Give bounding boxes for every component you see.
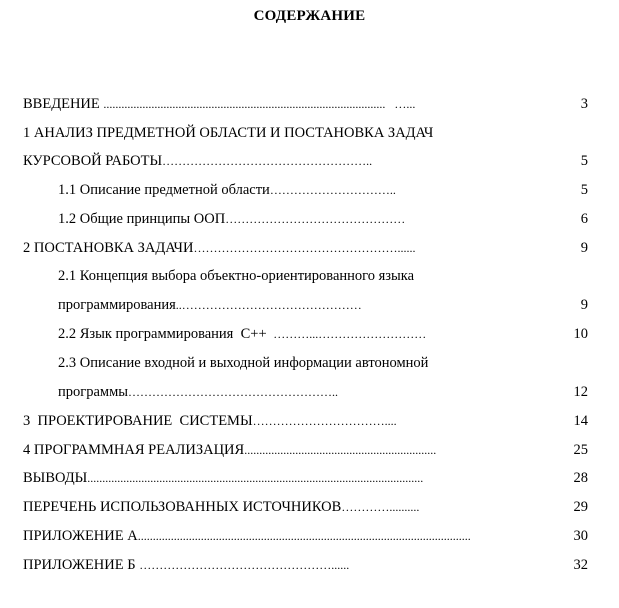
toc-entry-section-2-2[interactable] — [58, 323, 556, 345]
toc-leader-dots: …………………………….... — [252, 414, 397, 428]
toc-entry-section-2-1[interactable] — [58, 294, 556, 316]
toc-entry-appendix-a[interactable] — [23, 525, 552, 547]
toc-entry-label: ПРИЛОЖЕНИЕ Б — [23, 557, 140, 573]
toc-leader-dots: ………...……………………… — [270, 327, 427, 341]
toc-entry-label: 2 ПОСТАНОВКА ЗАДАЧИ — [23, 240, 194, 256]
toc-page-number: 6 — [580, 211, 588, 227]
toc-entry-section-1-2[interactable] — [58, 208, 558, 230]
toc-page-number: 28 — [573, 470, 588, 486]
toc-leader-dots: .............................................................................................. …... — [103, 97, 416, 111]
toc-entry-label: программирования — [58, 297, 176, 313]
toc-entry-section-1-1[interactable] — [58, 179, 558, 201]
toc-entry-label: ПЕРЕЧЕНЬ ИСПОЛЬЗОВАННЫХ ИСТОЧНИКОВ — [23, 499, 342, 515]
page-title: СОДЕРЖАНИЕ — [253, 8, 366, 24]
toc-entry-label: ПРИЛОЖЕНИЕ А — [23, 528, 138, 544]
toc-page-number: 30 — [573, 528, 588, 544]
toc-leader-dots: ................................................................ — [244, 443, 437, 457]
toc-leader-dots: ……………………………………… — [225, 212, 406, 226]
toc-leader-dots: ……………………………………………...... — [193, 241, 416, 255]
toc-entry-section-1[interactable] — [23, 150, 558, 172]
toc-page-number: 12 — [573, 384, 588, 400]
toc-page-number: 32 — [573, 557, 588, 573]
toc-entry-conclusions[interactable] — [23, 467, 556, 489]
toc-page-number: 5 — [580, 182, 588, 198]
toc-entry-label: 4 ПРОГРАММНАЯ РЕАЛИЗАЦИЯ — [23, 442, 245, 458]
toc-leader-dots: …………………………………………...... — [139, 558, 350, 572]
toc-page-number: 10 — [573, 326, 588, 342]
toc-entry-references[interactable] — [23, 496, 552, 518]
toc-page-number: 25 — [573, 442, 588, 458]
toc-entry-section-2-3[interactable] — [58, 381, 556, 403]
toc-page-number: 9 — [580, 240, 588, 256]
toc-leader-dots: ………….......... — [341, 500, 420, 514]
toc-entry-label: 1.2 Общие принципы ООП — [58, 211, 226, 227]
toc-entry-section-2-1-title[interactable]: 2.1 Концепция выбора объектно-ориентированного языка — [58, 268, 415, 284]
toc-entry-section-2-3-title[interactable]: 2.3 Описание входной и выходной информации автономной — [58, 355, 429, 371]
toc-page-number: 9 — [580, 297, 588, 313]
toc-entry-label: программы — [58, 384, 128, 400]
toc-entry-section-2[interactable] — [23, 237, 550, 259]
toc-entry-label: ВЫВОДЫ — [23, 470, 88, 486]
toc-entry-section-4[interactable] — [23, 439, 556, 461]
toc-entry-appendix-b[interactable] — [23, 554, 552, 576]
toc-entry-label: ВВЕДЕНИЕ — [23, 96, 104, 112]
toc-entry-label: 3 ПРОЕКТИРОВАНИЕ СИСТЕМЫ — [23, 413, 253, 429]
toc-entry-label: 1.1 Описание предметной области — [58, 182, 270, 198]
toc-leader-dots: …………………………………………….. — [128, 385, 338, 399]
toc-entry-section-1-title[interactable]: 1 АНАЛИЗ ПРЕДМЕТНОЙ ОБЛАСТИ И ПОСТАНОВКА ЗАДАЧ — [23, 125, 434, 141]
toc-entry-label: 2.2 Язык программирования С++ — [58, 326, 271, 342]
toc-leader-dots: ............................................................................................................... — [137, 529, 471, 543]
toc-leader-dots: ………………………….. — [269, 183, 396, 197]
toc-leader-dots: ................................................................................................................ — [87, 471, 424, 485]
toc-page-number: 5 — [580, 153, 588, 169]
toc-leader-dots: ..……………………………………… — [175, 298, 362, 312]
toc-page-number: 29 — [573, 499, 588, 515]
toc-page-number: 3 — [580, 96, 588, 112]
toc-entry-section-3[interactable] — [23, 410, 556, 432]
toc-page-number: 14 — [573, 413, 588, 429]
toc-leader-dots: …………………………………………….. — [162, 154, 373, 168]
toc-entry-label: КУРСОВОЙ РАБОТЫ — [23, 153, 163, 169]
toc-entry-introduction[interactable] — [23, 93, 543, 115]
